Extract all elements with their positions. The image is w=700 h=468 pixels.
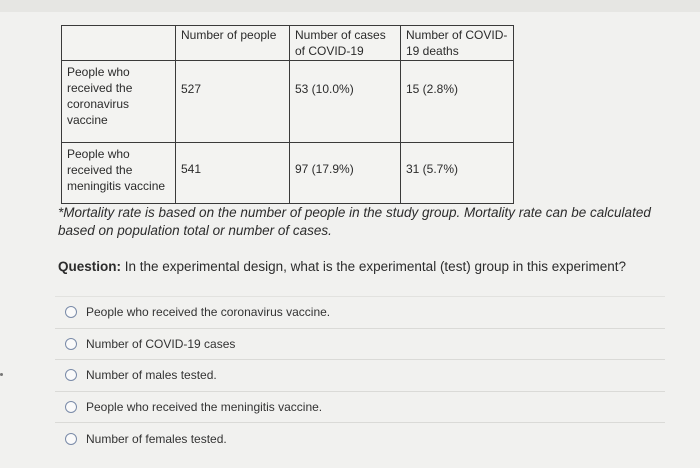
answer-options bbox=[55, 296, 665, 454]
table-cell-group: People who received the meningitis vaccine bbox=[62, 143, 176, 204]
question-label: Question: bbox=[58, 259, 121, 274]
answer-option-label: Number of females tested. bbox=[86, 431, 227, 446]
answer-option-label: People who received the coronavirus vaccine. bbox=[86, 305, 331, 320]
radio-button[interactable] bbox=[65, 401, 77, 413]
answer-option-label: Number of males tested. bbox=[86, 368, 217, 383]
radio-button[interactable] bbox=[65, 369, 77, 381]
answer-option-label: Number of COVID-19 cases bbox=[86, 336, 236, 351]
answer-option[interactable] bbox=[55, 296, 665, 328]
table-header-deaths: Number of COVID-19 deaths bbox=[401, 26, 514, 61]
table-cell-cases: 97 (17.9%) bbox=[290, 143, 401, 204]
table-cell-deaths: 31 (5.7%) bbox=[401, 143, 514, 204]
table-header-cases: Number of cases of COVID-19 bbox=[290, 26, 401, 61]
question-text: In the experimental design, what is the experimental (test) group in this experiment? bbox=[124, 259, 627, 274]
question bbox=[58, 258, 678, 276]
table-header-blank bbox=[62, 26, 176, 61]
top-strip bbox=[0, 0, 700, 12]
answer-option[interactable] bbox=[55, 422, 665, 454]
table-cell-deaths: 15 (2.8%) bbox=[401, 61, 514, 143]
radio-button[interactable] bbox=[65, 306, 77, 318]
results-table bbox=[61, 25, 514, 204]
radio-button[interactable] bbox=[65, 338, 77, 350]
answer-option-label: People who received the meningitis vaccine. bbox=[86, 400, 323, 415]
table-row bbox=[62, 61, 514, 143]
radio-button[interactable] bbox=[65, 433, 77, 445]
answer-option[interactable] bbox=[55, 391, 665, 423]
table-cell-cases: 53 (10.0%) bbox=[290, 61, 401, 143]
table-cell-people: 527 bbox=[176, 61, 290, 143]
mortality-footnote: *Mortality rate is based on the number of people in the study group. Mortality rate can be calculated based on population total or number of cases. bbox=[58, 205, 651, 238]
table-cell-people: 541 bbox=[176, 143, 290, 204]
bullet-dot bbox=[0, 373, 3, 376]
answer-option[interactable] bbox=[55, 328, 665, 360]
table-row bbox=[62, 143, 514, 204]
answer-option[interactable] bbox=[55, 359, 665, 391]
table-header-people: Number of people bbox=[176, 26, 290, 61]
table-cell-group: People who received the coronavirus vaccine bbox=[62, 61, 176, 143]
table-header-row bbox=[62, 26, 514, 61]
